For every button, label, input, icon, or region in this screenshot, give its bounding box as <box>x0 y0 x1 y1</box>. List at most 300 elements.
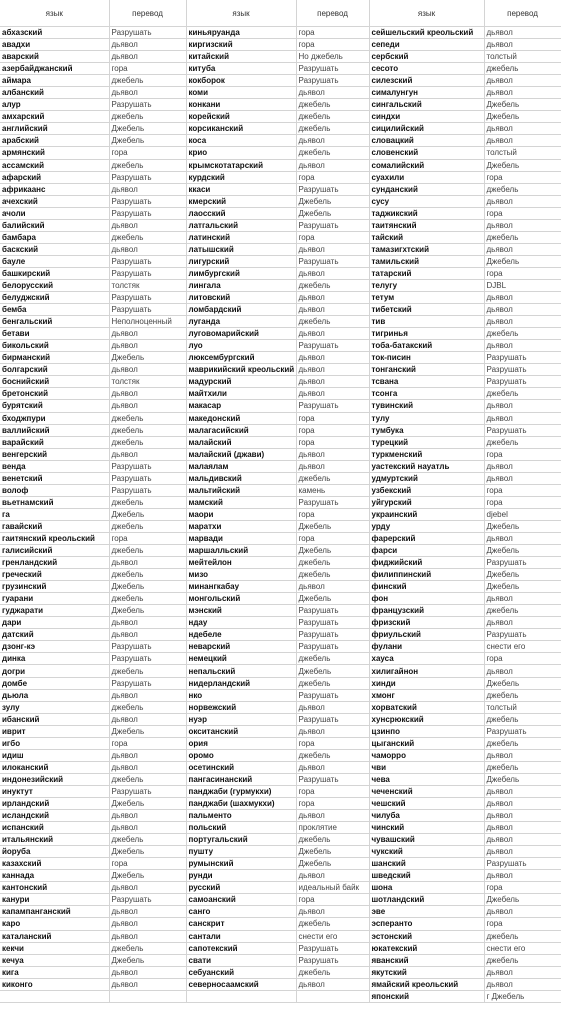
language-cell-3: суахили <box>369 171 484 183</box>
language-cell-1: бурятский <box>0 400 109 412</box>
language-cell-1: га <box>0 508 109 520</box>
translation-cell-3: дьявол <box>484 195 561 207</box>
translation-cell-3: Джебель <box>484 520 561 532</box>
table-row <box>0 219 561 231</box>
language-cell-3: чувашский <box>369 834 484 846</box>
translation-cell-1: толстяк <box>109 376 186 388</box>
table-row <box>0 255 561 267</box>
translation-cell-2: джебель <box>296 557 369 569</box>
language-cell-1: боснийский <box>0 376 109 388</box>
table-row <box>0 316 561 328</box>
table-row <box>0 195 561 207</box>
table-row <box>0 340 561 352</box>
translation-cell-3: джебель <box>484 954 561 966</box>
translation-cell-3: джебель <box>484 328 561 340</box>
language-cell-3: тетум <box>369 292 484 304</box>
translation-cell-3: дьявол <box>484 617 561 629</box>
table-row <box>0 496 561 508</box>
translation-cell-1: Джебель <box>109 581 186 593</box>
language-cell-3: яванский <box>369 954 484 966</box>
language-cell-2: себуанский <box>186 966 296 978</box>
translation-cell-3: Разрушать <box>484 364 561 376</box>
translation-cell-1: джебель <box>109 665 186 677</box>
translation-cell-2: гора <box>296 532 369 544</box>
translation-cell-2: Разрушать <box>296 617 369 629</box>
translation-cell-2: джебель <box>296 111 369 123</box>
translation-cell-2: джебель <box>296 834 369 846</box>
language-cell-2: македонский <box>186 412 296 424</box>
translation-cell-1: дьявол <box>109 87 186 99</box>
language-cell-3: фриульский <box>369 629 484 641</box>
language-cell-1: илоканский <box>0 761 109 773</box>
table-row <box>0 930 561 942</box>
translation-cell-2: гора <box>296 231 369 243</box>
language-cell-2: сантали <box>186 930 296 942</box>
language-cell-3: тоба-батакский <box>369 340 484 352</box>
translation-cell-1: Разрушать <box>109 677 186 689</box>
language-cell-3: хорватский <box>369 701 484 713</box>
language-cell-3: турецкий <box>369 436 484 448</box>
translation-cell-1: джебель <box>109 593 186 605</box>
translation-cell-3: дьявол <box>484 532 561 544</box>
language-cell-1: испанский <box>0 822 109 834</box>
translation-cell-3: дьявол <box>484 39 561 51</box>
translation-cell-2: дьявол <box>296 810 369 822</box>
translation-cell-1: дьявол <box>109 340 186 352</box>
language-cell-1: бирманский <box>0 352 109 364</box>
language-cell-2 <box>186 990 296 1002</box>
translation-cell-3: дьявол <box>484 316 561 328</box>
language-cell-3: чви <box>369 761 484 773</box>
language-cell-2: люксембургский <box>186 352 296 364</box>
translation-cell-2: Разрушать <box>296 605 369 617</box>
translation-cell-1: джебель <box>109 436 186 448</box>
translation-cell-2: дьявол <box>296 581 369 593</box>
language-cell-2: латгальский <box>186 219 296 231</box>
translation-cell-3: дьявол <box>484 243 561 255</box>
table-row <box>0 328 561 340</box>
language-cell-2: мальтийский <box>186 484 296 496</box>
table-row <box>0 617 561 629</box>
translation-cell-2: дьявол <box>296 761 369 773</box>
language-cell-2: русский <box>186 882 296 894</box>
translation-cell-3: дьявол <box>484 292 561 304</box>
language-cell-1: домбе <box>0 677 109 689</box>
translation-cell-2: джебель <box>296 653 369 665</box>
language-cell-1: ассамский <box>0 159 109 171</box>
table-row <box>0 906 561 918</box>
translation-cell-2: гора <box>296 171 369 183</box>
language-cell-2: малайский (джави) <box>186 448 296 460</box>
translation-cell-3: дьявол <box>484 400 561 412</box>
translation-cell-3: дьявол <box>484 665 561 677</box>
table-body <box>0 27 561 1003</box>
translation-cell-2: дьявол <box>296 364 369 376</box>
translation-cell-3: дьявол <box>484 340 561 352</box>
translation-cell-2: Джебель <box>296 593 369 605</box>
translation-cell-3: дьявол <box>484 978 561 990</box>
language-cell-1: бикольский <box>0 340 109 352</box>
language-cell-3: сингальский <box>369 99 484 111</box>
language-cell-3: таджикский <box>369 207 484 219</box>
translation-cell-1: джебель <box>109 545 186 557</box>
language-cell-2: свати <box>186 954 296 966</box>
translation-cell-1: дьявол <box>109 810 186 822</box>
language-cell-2: мадурский <box>186 376 296 388</box>
language-cell-2: маратхи <box>186 520 296 532</box>
language-cell-3: уйгурский <box>369 496 484 508</box>
translation-cell-1: Джебель <box>109 605 186 617</box>
language-cell-2: китайский <box>186 51 296 63</box>
language-cell-3: хилигайнон <box>369 665 484 677</box>
translation-cell-3: джебель <box>484 737 561 749</box>
translation-cell-1: дьявол <box>109 388 186 400</box>
language-cell-3: тулу <box>369 412 484 424</box>
language-cell-2: крио <box>186 147 296 159</box>
language-cell-2: лигурский <box>186 255 296 267</box>
header-translation-2: перевод <box>296 0 369 27</box>
translation-cell-1: Разрушать <box>109 653 186 665</box>
language-cell-1: гренландский <box>0 557 109 569</box>
language-cell-1: албанский <box>0 87 109 99</box>
language-cell-2: киргизский <box>186 39 296 51</box>
language-cell-1: каннада <box>0 870 109 882</box>
language-cell-2: лаосский <box>186 207 296 219</box>
language-cell-1: абхазский <box>0 27 109 39</box>
translation-cell-2: Разрушать <box>296 63 369 75</box>
language-cell-1: бемба <box>0 304 109 316</box>
translation-cell-1: Разрушать <box>109 207 186 219</box>
language-cell-3: сицилийский <box>369 123 484 135</box>
translation-cell-3: дьявол <box>484 822 561 834</box>
translation-cell-1: Джебель <box>109 846 186 858</box>
language-cell-1: амхарский <box>0 111 109 123</box>
language-cell-1: английский <box>0 123 109 135</box>
language-cell-3: тигринья <box>369 328 484 340</box>
language-cell-2: кокборок <box>186 75 296 87</box>
language-cell-2: мальдивский <box>186 472 296 484</box>
language-cell-1: арабский <box>0 135 109 147</box>
language-cell-1: аварский <box>0 51 109 63</box>
translation-cell-3: дьявол <box>484 870 561 882</box>
language-cell-1: башкирский <box>0 267 109 279</box>
translation-cell-1: Разрушать <box>109 195 186 207</box>
table-row <box>0 532 561 544</box>
translation-cell-2: дьявол <box>296 292 369 304</box>
table-row <box>0 737 561 749</box>
language-cell-2: луо <box>186 340 296 352</box>
table-row <box>0 665 561 677</box>
language-cell-3: туркменский <box>369 448 484 460</box>
table-row <box>0 63 561 75</box>
language-cell-2: марвади <box>186 532 296 544</box>
language-cell-2: санскрит <box>186 918 296 930</box>
language-cell-1: бауле <box>0 255 109 267</box>
table-row <box>0 701 561 713</box>
language-cell-2: малаялам <box>186 460 296 472</box>
language-cell-1: гуарани <box>0 593 109 605</box>
table-row <box>0 966 561 978</box>
translation-cell-1: Разрушать <box>109 894 186 906</box>
translation-cell-3: гора <box>484 171 561 183</box>
language-cell-2: пальменто <box>186 810 296 822</box>
table-row <box>0 858 561 870</box>
translation-cell-3: дьявол <box>484 27 561 39</box>
language-cell-3: узбекский <box>369 484 484 496</box>
language-cell-3: словенский <box>369 147 484 159</box>
table-row <box>0 27 561 39</box>
language-cell-1: венетский <box>0 472 109 484</box>
table-row <box>0 725 561 737</box>
language-cell-1: гавайский <box>0 520 109 532</box>
table-row <box>0 834 561 846</box>
translation-cell-1: джебель <box>109 231 186 243</box>
table-row <box>0 484 561 496</box>
translation-cell-1: дьявол <box>109 966 186 978</box>
translation-cell-2: гора <box>296 785 369 797</box>
language-cell-2: панджаби (шахмукхи) <box>186 798 296 810</box>
language-cell-1: кига <box>0 966 109 978</box>
table-row <box>0 942 561 954</box>
language-cell-3: чешский <box>369 798 484 810</box>
language-cell-3: шотландский <box>369 894 484 906</box>
language-cell-1: бходжпури <box>0 412 109 424</box>
language-cell-3: телугу <box>369 279 484 291</box>
language-cell-3: украинский <box>369 508 484 520</box>
language-cell-1: азербайджанский <box>0 63 109 75</box>
language-cell-3: хауса <box>369 653 484 665</box>
translation-cell-3: Джебель <box>484 99 561 111</box>
language-cell-2: рунди <box>186 870 296 882</box>
language-cell-2: литовский <box>186 292 296 304</box>
language-cell-3: татарский <box>369 267 484 279</box>
language-cell-2: луговомарийский <box>186 328 296 340</box>
translation-cell-1: джебель <box>109 159 186 171</box>
language-cell-2: луганда <box>186 316 296 328</box>
translation-cell-2: Джебель <box>296 207 369 219</box>
language-cell-1: датский <box>0 629 109 641</box>
table-row <box>0 364 561 376</box>
translation-cell-3: джебель <box>484 183 561 195</box>
language-cell-1: ачехский <box>0 195 109 207</box>
table-row <box>0 545 561 557</box>
translation-cell-2: Разрушать <box>296 400 369 412</box>
language-cell-3: тувинский <box>369 400 484 412</box>
language-cell-2: минангкабау <box>186 581 296 593</box>
language-cell-2: китуба <box>186 63 296 75</box>
language-cell-3: тибетский <box>369 304 484 316</box>
language-cell-1: ибанский <box>0 713 109 725</box>
language-cell-3: словацкий <box>369 135 484 147</box>
header-language-3: язык <box>369 0 484 27</box>
translation-cell-1: дьявол <box>109 761 186 773</box>
translation-cell-1: джебель <box>109 496 186 508</box>
translation-cell-3: Джебель <box>484 111 561 123</box>
translation-cell-1: дьявол <box>109 749 186 761</box>
table-row <box>0 761 561 773</box>
table-row <box>0 773 561 785</box>
language-cell-1: бетави <box>0 328 109 340</box>
language-cell-1: бенгальский <box>0 316 109 328</box>
translation-cell-1: Разрушать <box>109 641 186 653</box>
language-cell-2: киньяруанда <box>186 27 296 39</box>
language-cell-2: самоанский <box>186 894 296 906</box>
language-cell-1: каро <box>0 918 109 930</box>
translation-cell-1: Разрушать <box>109 267 186 279</box>
translation-cell-3: дьявол <box>484 798 561 810</box>
table-row <box>0 436 561 448</box>
table-row <box>0 713 561 725</box>
language-cell-2: оромо <box>186 749 296 761</box>
header-language-2: язык <box>186 0 296 27</box>
language-cell-1: венда <box>0 460 109 472</box>
language-cell-1: казахский <box>0 858 109 870</box>
translation-cell-2: Джебель <box>296 858 369 870</box>
table-row <box>0 882 561 894</box>
translation-cell-2: джебель <box>296 677 369 689</box>
language-cell-1: бамбара <box>0 231 109 243</box>
language-cell-3: финский <box>369 581 484 593</box>
translation-cell-3: джебель <box>484 436 561 448</box>
translation-cell-1: Джебель <box>109 798 186 810</box>
translation-cell-2: джебель <box>296 749 369 761</box>
language-cell-1: болгарский <box>0 364 109 376</box>
translation-cell-3: Джебель <box>484 581 561 593</box>
language-cell-1: бретонский <box>0 388 109 400</box>
table-row <box>0 207 561 219</box>
language-cell-1: валлийский <box>0 424 109 436</box>
language-cell-1: идиш <box>0 749 109 761</box>
language-cell-1: кечуа <box>0 954 109 966</box>
language-cell-3: фулани <box>369 641 484 653</box>
language-cell-1: исландский <box>0 810 109 822</box>
table-row <box>0 75 561 87</box>
translation-cell-3: толстый <box>484 701 561 713</box>
translation-cell-1: гора <box>109 147 186 159</box>
translation-cell-3: джебель <box>484 605 561 617</box>
language-cell-3: тсонга <box>369 388 484 400</box>
language-cell-1: зулу <box>0 701 109 713</box>
language-cell-2: немецкий <box>186 653 296 665</box>
translation-cell-3: джебель <box>484 63 561 75</box>
language-cell-1: грузинский <box>0 581 109 593</box>
language-cell-1: венгерский <box>0 448 109 460</box>
translation-cell-2: Разрушать <box>296 942 369 954</box>
table-row <box>0 292 561 304</box>
language-cell-2: корейский <box>186 111 296 123</box>
translation-cell-1: джебель <box>109 111 186 123</box>
translation-cell-3: джебель <box>484 231 561 243</box>
table-row <box>0 990 561 1002</box>
translation-cell-1: дьявол <box>109 183 186 195</box>
header-translation-3: перевод <box>484 0 561 27</box>
translation-cell-1: дьявол <box>109 51 186 63</box>
translation-cell-2: джебель <box>296 918 369 930</box>
language-cell-2: майтхили <box>186 388 296 400</box>
table-row <box>0 846 561 858</box>
table-row <box>0 123 561 135</box>
translation-cell-2: дьявол <box>296 460 369 472</box>
translation-cell-2: гора <box>296 798 369 810</box>
translation-cell-3: дьявол <box>484 906 561 918</box>
translation-cell-2: Разрушать <box>296 713 369 725</box>
language-cell-1: белуджский <box>0 292 109 304</box>
language-cell-2: латинский <box>186 231 296 243</box>
translation-cell-2: дьявол <box>296 448 369 460</box>
table-row <box>0 557 561 569</box>
language-cell-3: якутский <box>369 966 484 978</box>
language-cell-3: тонганский <box>369 364 484 376</box>
table-row <box>0 629 561 641</box>
translation-cell-3: Джебель <box>484 159 561 171</box>
translation-cell-3: джебель <box>484 689 561 701</box>
translation-cell-1: джебель <box>109 773 186 785</box>
table-row <box>0 605 561 617</box>
language-cell-3: чукский <box>369 846 484 858</box>
translation-cell-1: дьявол <box>109 400 186 412</box>
language-cell-3: хмонг <box>369 689 484 701</box>
language-cell-1: аймара <box>0 75 109 87</box>
language-cell-2: румынский <box>186 858 296 870</box>
language-cell-2: коми <box>186 87 296 99</box>
language-cell-3: эсперанто <box>369 918 484 930</box>
translation-cell-3: гора <box>484 882 561 894</box>
language-cell-2: лингала <box>186 279 296 291</box>
translation-cell-1: Разрушать <box>109 255 186 267</box>
language-cell-1: гаитянский креольский <box>0 532 109 544</box>
table-row <box>0 810 561 822</box>
translation-cell-1: Разрушать <box>109 292 186 304</box>
translation-cell-3: гора <box>484 918 561 930</box>
translation-cell-3: Джебель <box>484 255 561 267</box>
translation-cell-3: гора <box>484 448 561 460</box>
translation-cell-2: Джебель <box>296 846 369 858</box>
translation-cell-1: дьявол <box>109 930 186 942</box>
translation-cell-1: дьявол <box>109 617 186 629</box>
language-cell-3: хинди <box>369 677 484 689</box>
table-row <box>0 460 561 472</box>
language-cell-2: малайский <box>186 436 296 448</box>
translation-cell-3: дьявол <box>484 219 561 231</box>
language-cell-2: маршалльский <box>186 545 296 557</box>
translation-cell-3: дьявол <box>484 460 561 472</box>
language-cell-3: синдхи <box>369 111 484 123</box>
translation-cell-2: дьявол <box>296 267 369 279</box>
translation-cell-1: Разрушать <box>109 27 186 39</box>
language-cell-3: тамильский <box>369 255 484 267</box>
translation-cell-2: Разрушать <box>296 773 369 785</box>
language-cell-3: шанский <box>369 858 484 870</box>
translation-cell-1: джебель <box>109 569 186 581</box>
translation-cell-3: Разрушать <box>484 725 561 737</box>
language-cell-2: ория <box>186 737 296 749</box>
translation-cell-2: джебель <box>296 966 369 978</box>
translation-cell-1: Джебель <box>109 725 186 737</box>
language-cell-2: крымскотатарский <box>186 159 296 171</box>
language-cell-1: дзонг-кэ <box>0 641 109 653</box>
translation-cell-3: гора <box>484 496 561 508</box>
language-cell-3: фарси <box>369 545 484 557</box>
translation-cell-1: гора <box>109 737 186 749</box>
language-cell-1: индонезийский <box>0 773 109 785</box>
language-cell-3: ямайский креольский <box>369 978 484 990</box>
table-row <box>0 111 561 123</box>
translation-cell-1: Разрушать <box>109 304 186 316</box>
language-cell-3: чаморро <box>369 749 484 761</box>
translation-cell-3: гора <box>484 207 561 219</box>
language-cell-1: балийский <box>0 219 109 231</box>
translation-cell-3: дьявол <box>484 304 561 316</box>
